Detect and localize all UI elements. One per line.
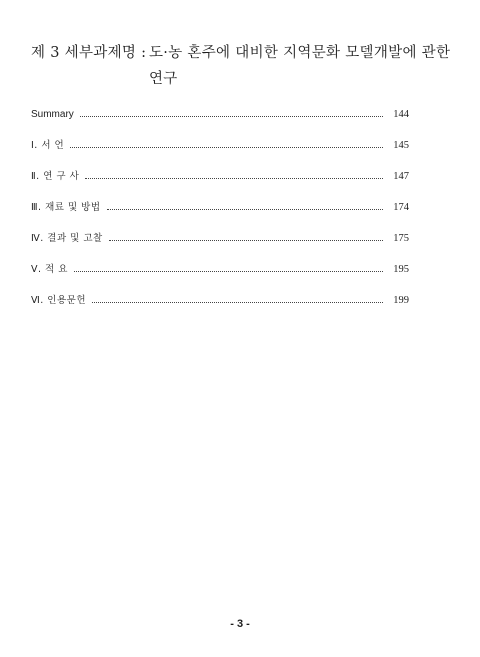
toc-dot-leader bbox=[74, 270, 383, 272]
toc-dot-leader bbox=[80, 115, 383, 117]
toc-dot-leader bbox=[109, 239, 383, 241]
toc-entry-label: Ⅱ. 연 구 사 bbox=[31, 171, 80, 182]
toc-entry-page: 199 bbox=[393, 295, 409, 306]
toc-entry-page: 147 bbox=[393, 171, 409, 182]
toc-entry-page: 175 bbox=[393, 233, 409, 244]
section-heading-title-continued: 연구 bbox=[149, 71, 178, 87]
toc-dot-leader bbox=[85, 177, 383, 179]
toc-entry-page: 145 bbox=[393, 140, 409, 151]
section-heading-line1 bbox=[31, 40, 451, 66]
toc-entry-label: Ⅰ. 서 언 bbox=[31, 140, 65, 151]
section-heading-prefix: 제 3 세부과제명 : bbox=[31, 45, 147, 61]
toc-entry-summary-korean[interactable] bbox=[31, 259, 409, 275]
toc-entry-label: Ⅴ. 적 요 bbox=[31, 264, 68, 275]
toc-entry-references[interactable] bbox=[31, 290, 409, 306]
toc-dot-leader bbox=[107, 208, 383, 210]
section-heading bbox=[31, 40, 451, 92]
page-number: - 3 - bbox=[230, 618, 250, 630]
toc-entry-label: Ⅵ. 인용문헌 bbox=[31, 295, 87, 306]
toc-entry-review[interactable] bbox=[31, 166, 409, 182]
toc-entry-materials-methods[interactable] bbox=[31, 197, 409, 213]
toc-entry-label: Ⅳ. 결과 및 고찰 bbox=[31, 233, 103, 244]
toc-entry-label: Summary bbox=[31, 109, 74, 120]
toc-entry-introduction[interactable] bbox=[31, 135, 409, 151]
toc-entry-page: 174 bbox=[393, 202, 409, 213]
toc-entry-label: Ⅲ. 재료 및 방법 bbox=[31, 202, 101, 213]
toc-entry-summary[interactable] bbox=[31, 104, 409, 120]
section-heading-title: 도·농 혼주에 대비한 지역문화 모델개발에 관한 bbox=[149, 45, 451, 61]
toc-dot-leader bbox=[92, 301, 383, 303]
toc-entry-page: 144 bbox=[393, 109, 409, 120]
toc-entry-page: 195 bbox=[393, 264, 409, 275]
toc-entry-results-discussion[interactable] bbox=[31, 228, 409, 244]
toc-dot-leader bbox=[70, 146, 383, 148]
